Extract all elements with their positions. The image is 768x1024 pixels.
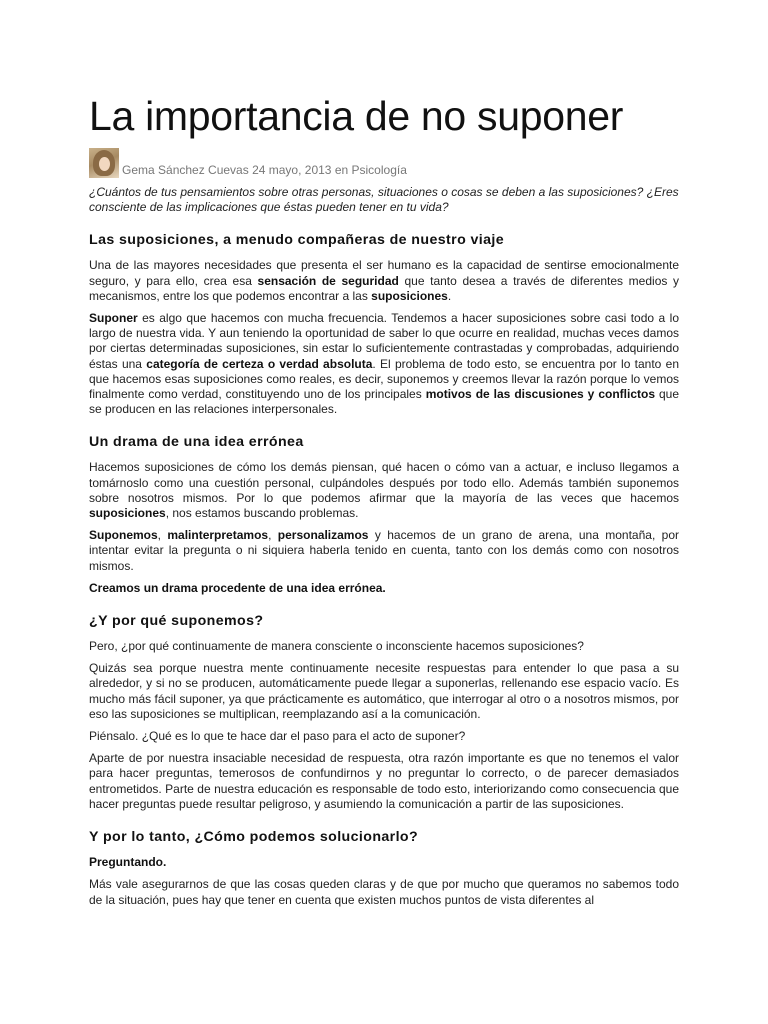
author-avatar[interactable]: [89, 148, 119, 178]
section-heading: ¿Y por qué suponemos?: [89, 613, 264, 630]
category-link[interactable]: Psicología: [351, 163, 407, 177]
post-date: 24 mayo, 2013: [252, 163, 332, 177]
section-heading: Un drama de una idea errónea: [89, 434, 304, 451]
section-heading: Las suposiciones, a menudo compañeras de nuestro viaje: [89, 232, 505, 249]
paragraph: Piénsalo. ¿Qué es lo que te hace dar el paso para el acto de suponer?: [89, 729, 466, 744]
paragraph: Suponer es algo que hacemos con mucha frecuencia. Tendemos a hacer suposiciones sobre casi todo a lo largo de nuestra vida. Y aun teniendo la oportunidad de saber lo que ocurre en realidad, muchas veces damos por ciertas determinadas suposiciones, sin estar lo suficientemente contrastadas y comprobadas, adquiriendo éstas una categoría de certeza o verdad absoluta. El problema de todo esto, se encuentra por lo tanto en que hacemos esas suposiciones como reales, es decir, suponemos y creemos llevar la razón porque lo vemos finalmente como verdad, constituyendo uno de los principales motivos de las discusiones y conflictos que se producen en las relaciones interpersonales.: [89, 311, 680, 417]
intro-text: ¿Cuántos de tus pensamientos sobre otras personas, situaciones o cosas se deben a las suposiciones? ¿Eres consciente de las implicaciones que éstas pueden tener en tu vida?: [89, 185, 679, 215]
byline-in: en: [334, 163, 349, 177]
paragraph: Pero, ¿por qué continuamente de manera consciente o inconsciente hacemos suposiciones?: [89, 639, 584, 654]
paragraph: Quizás sea porque nuestra mente continuamente necesite respuestas para entender lo que pasa a su alrededor, y si no se producen, automáticamente puede llegar a suponerlas, rellenando ese espacio vacío. Es mucho más fácil suponer, ya que prácticamente es automático, que interrogar al otro o a nosotros mismos, por eso las suposiciones se multiplican, reemplazando así a la comunicación.: [89, 661, 679, 721]
paragraph: Aparte de por nuestra insaciable necesidad de respuesta, otra razón importante es que no tenemos el valor para hacer preguntas, temerosos de confundirnos y no preguntar lo correcto, o de parecer demasiados entrometidos. Parte de nuestra educación es responsable de todo esto, interiorizando como consecuencia que hacer preguntas puede resultar peligroso, y asumiendo la comunicación a partir de las suposiciones.: [89, 751, 679, 811]
article-body: [89, 185, 679, 915]
paragraph: Una de las mayores necesidades que presenta el ser humano es la capacidad de sentirse emocionalmente seguro, y para ello, crea esa sensación de seguridad que tanto desea a través de diferentes medios y mecanismos, entre los que podemos encontrar a las suposiciones.: [89, 258, 679, 303]
paragraph-bold: Preguntando.: [89, 855, 167, 870]
section-heading: Y por lo tanto, ¿Cómo podemos solucionarlo?: [89, 829, 419, 846]
paragraph: Suponemos, malinterpretamos, personalizamos y hacemos de un grano de arena, una montaña, por intentar evitar la pregunta o ni siquiera haberla tenido en cuenta, tanto con los demás como con nosotros mismos.: [89, 528, 679, 573]
byline: [89, 144, 407, 178]
paragraph-bold: Creamos un drama procedente de una idea errónea.: [89, 580, 386, 595]
author-link[interactable]: Gema Sánchez Cuevas: [122, 163, 249, 177]
paragraph: Más vale asegurarnos de que las cosas queden claras y de que por mucho que queramos no sabemos todo de la situación, pues hay que tener en cuenta que existen muchos puntos de vista diferentes al: [89, 877, 679, 907]
article-title: La importancia de no suponer: [89, 93, 624, 139]
paragraph: Hacemos suposiciones de cómo los demás piensan, qué hacen o cómo van a actuar, e incluso llegamos a tomárnoslo como una cuestión personal, culpándoles después por todo ello. Además también suponemos sobre nosotros mismos. Por lo que podemos afirmar que la mayoría de las veces que hacemos suposiciones, nos estamos buscando problemas.: [89, 460, 679, 521]
